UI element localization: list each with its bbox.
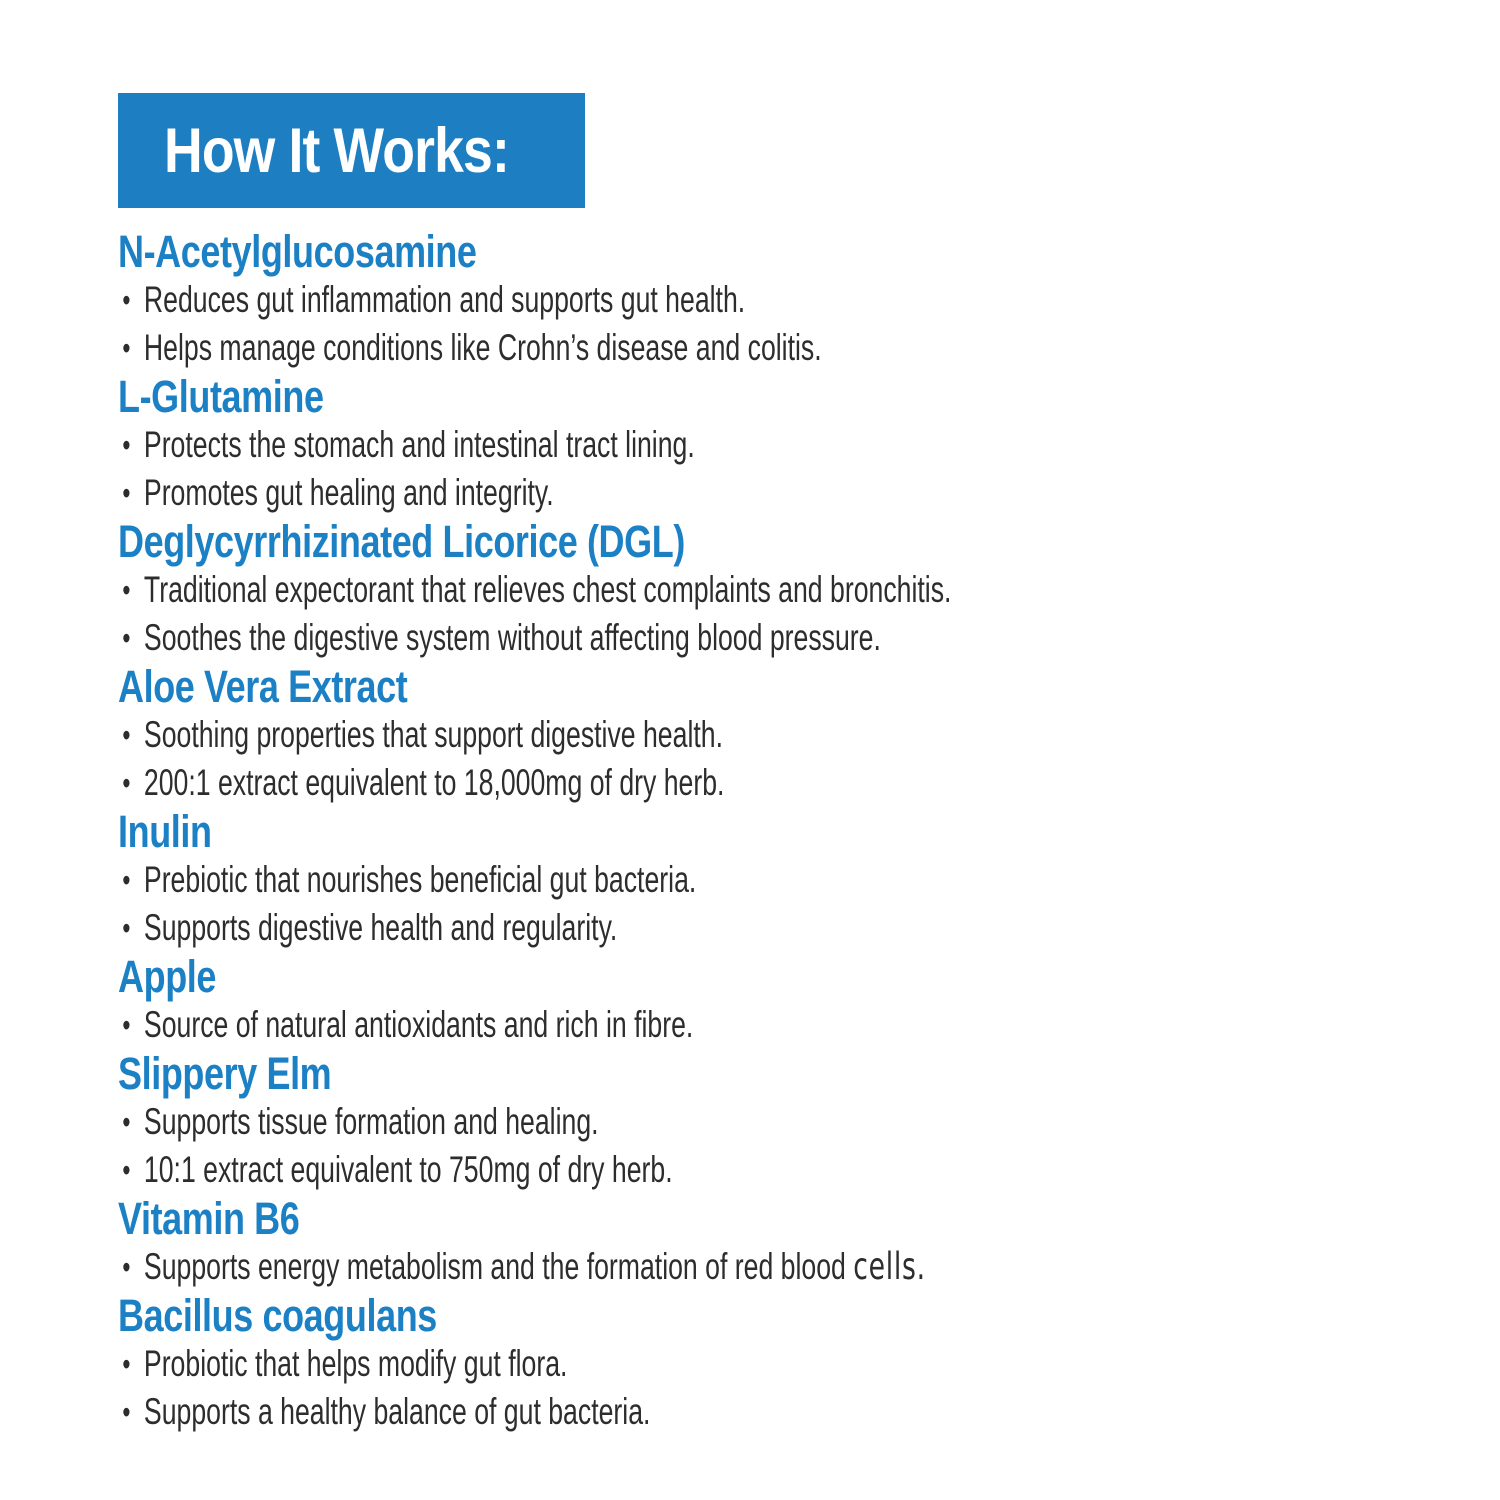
bullet-dot-icon: • [122,1249,131,1285]
bullet-text: Reduces gut inflammation and supports gut health. [143,279,746,320]
bullet-list [118,711,1478,807]
bullet-text: Supports tissue formation and healing. [143,1101,599,1142]
ingredient-heading: Apple [118,951,217,1002]
bullet-text: Source of natural antioxidants and rich in fibre. [143,1004,694,1045]
bullet-item [118,421,1097,469]
section-aloe-vera-extract [118,662,1478,807]
bullet-list [118,856,1478,952]
ingredient-heading: Inulin [118,806,212,857]
bullet-item [118,469,1097,517]
section-apple [118,952,1478,1049]
bullet-item [118,856,1097,904]
ingredient-heading: L-Glutamine [118,371,324,422]
section-inulin [118,807,1478,952]
bullet-text: Traditional expectorant that relieves chest complaints and bronchitis. [143,569,952,610]
ingredient-heading: N-Acetylglucosamine [118,226,477,277]
ingredient-heading: Aloe Vera Extract [118,661,408,712]
bullet-list [118,1098,1478,1194]
bullet-text: Supports a healthy balance of gut bacteria. [143,1391,651,1432]
bullet-item [118,1243,1097,1291]
ingredient-heading: Deglycyrrhizinated Licorice (DGL) [118,516,685,567]
bullet-text: Supports digestive health and regularity. [143,907,618,948]
section-slippery-elm [118,1049,1478,1194]
bullet-item [118,614,1097,662]
bullet-list [118,1243,1478,1291]
bullet-item [118,1340,1097,1388]
bullet-text: Prebiotic that nourishes beneficial gut bacteria. [143,859,697,900]
bullet-dot-icon: • [122,427,131,463]
bullet-text: Soothing properties that support digestive health. [143,714,723,755]
bullet-dot-icon: • [122,475,131,511]
bullet-text-alt-typeface: cells. [853,1245,926,1288]
bullet-item [118,1001,1097,1049]
bullet-dot-icon: • [122,765,131,801]
bullet-item [118,1098,1097,1146]
bullet-list [118,1340,1478,1436]
ingredient-heading: Bacillus coagulans [118,1290,437,1341]
banner-title: How It Works: [164,115,509,186]
ingredient-heading: Slippery Elm [118,1048,332,1099]
bullet-item [118,759,1097,807]
section-n-acetylglucosamine [118,227,1478,372]
bullet-text: Protects the stomach and intestinal tract lining. [143,424,695,465]
bullet-item [118,276,1097,324]
bullet-dot-icon: • [122,1152,131,1188]
bullet-text: 200:1 extract equivalent to 18,000mg of dry herb. [143,762,725,803]
section-vitamin-b6 [118,1194,1478,1291]
bullet-text: Supports energy metabolism and the formation of red blood [143,1246,854,1287]
bullet-list [118,421,1478,517]
section-l-glutamine [118,372,1478,517]
how-it-works-banner [118,93,585,208]
bullet-list [118,566,1478,662]
bullet-text: Helps manage conditions like Crohn’s disease and colitis. [143,327,822,368]
bullet-text: Promotes gut healing and integrity. [143,472,554,513]
ingredient-heading: Vitamin B6 [118,1193,300,1244]
bullet-item [118,904,1097,952]
bullet-dot-icon: • [122,572,131,608]
bullet-text: Soothes the digestive system without affecting blood pressure. [143,617,881,658]
bullet-dot-icon: • [122,620,131,656]
bullet-item [118,1146,1097,1194]
bullet-dot-icon: • [122,1007,131,1043]
bullet-dot-icon: • [122,1104,131,1140]
bullet-list [118,276,1478,372]
bullet-dot-icon: • [122,717,131,753]
bullet-text: Probiotic that helps modify gut flora. [143,1343,568,1384]
bullet-list [118,1001,1478,1049]
section-dgl-licorice [118,517,1478,662]
bullet-dot-icon: • [122,862,131,898]
bullet-text: 10:1 extract equivalent to 750mg of dry herb. [143,1149,673,1190]
bullet-item [118,566,1097,614]
bullet-dot-icon: • [122,910,131,946]
bullet-item [118,711,1097,759]
bullet-dot-icon: • [122,282,131,318]
bullet-item [118,1388,1097,1436]
section-bacillus-coagulans [118,1291,1478,1436]
bullet-item [118,324,1097,372]
ingredients-content [118,227,1478,1436]
bullet-dot-icon: • [122,1394,131,1430]
bullet-dot-icon: • [122,330,131,366]
bullet-dot-icon: • [122,1346,131,1382]
